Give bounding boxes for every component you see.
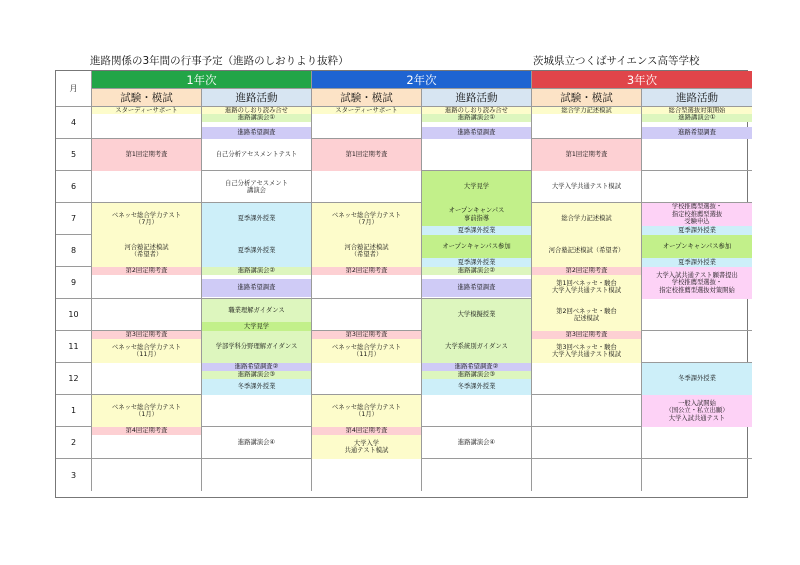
event-text: 進路希望調査② [454,363,499,371]
month-label: 6 [56,171,92,203]
schedule-event [202,279,311,297]
schedule-event [532,267,641,275]
schedule-event [92,331,201,339]
event-text: 冬季課外授業 [678,375,716,383]
schedule-event [202,127,311,139]
schedule-event [312,203,421,235]
event-text: 総合学力記述模試 [561,215,612,223]
event-text: 学校推薦型選抜・ 指定校推薦型選抜 受験申込 [671,203,723,226]
document-title: 進路関係の3年間の行事予定（進路のしおりより抜粋） [90,55,349,67]
schedule-event [532,139,641,171]
schedule-cell [642,299,752,331]
schedule-event [642,395,752,427]
schedule-cell [312,203,422,235]
schedule-cell [312,427,422,459]
month-label: 2 [56,427,92,459]
event-text: ベネッセ総合学力テスト （7月） [331,211,401,226]
schedule-cell [202,235,312,267]
event-text: 冬季課外授業 [237,383,276,391]
schedule-event [202,379,311,395]
schedule-cell [92,299,202,331]
schedule-event [92,395,201,427]
event-text: 進路希望調査 [237,284,276,292]
event-text: 夏季課外授業 [678,226,716,234]
event-text: 第4回定期考査 [345,427,388,435]
schedule-event [202,371,311,379]
schedule-cell [422,139,532,171]
schedule-cell [642,107,752,139]
event-text: 進路希望調査 [457,284,496,292]
event-text: 進路希望調査 [678,129,716,137]
event-text: 進路希望調査 [237,129,276,137]
schedule-event [532,331,641,339]
event-text: 夏季課外授業 [237,215,276,223]
schedule-cell [532,331,642,363]
event-text: 進路講演会③ [457,371,496,379]
schedule-cell [312,171,422,203]
schedule-cell [202,331,312,363]
schedule-event [532,107,641,114]
event-text: ベネッセ総合学力テスト （11月） [111,343,181,358]
schedule-event [422,171,531,203]
event-text: 夏季課外授業 [237,247,276,255]
schedule-cell [422,363,532,395]
schedule-cell [312,459,422,491]
event-text: 冬季課外授業 [457,383,496,391]
schedule-event [422,331,531,363]
month-label: 9 [56,267,92,299]
schedule-cell [422,427,532,459]
schedule-cell [92,171,202,203]
schedule-event [532,203,641,235]
schedule-cell [92,267,202,299]
schedule-event [92,107,201,114]
schedule-cell [312,331,422,363]
schedule-cell [202,299,312,331]
column-header: 進路活動 [422,89,532,107]
schedule-cell [532,459,642,491]
event-text: 夏季課外授業 [457,226,496,234]
schedule-event [202,322,311,331]
event-text: 夏季課外授業 [457,258,496,266]
schedule-cell [312,299,422,331]
schedule-event [422,235,531,258]
column-header: 進路活動 [202,89,312,107]
event-text: 進路講演会① [457,114,496,122]
schedule-cell [642,331,752,363]
schedule-event [92,235,201,267]
event-text: オープンキャンパス 事前指導 [448,207,505,222]
event-text: 大学模擬授業 [457,311,496,319]
event-text: 総合型選抜対策開始 [668,107,726,114]
event-text: 第1回定期考査 [125,151,168,159]
schedule-event [422,363,531,371]
schedule-event [202,203,311,235]
event-text: 第2回定期考査 [565,267,608,275]
event-text: 進路希望調査② [234,363,279,371]
schedule-cell [642,363,752,395]
schedule-cell [312,395,422,427]
event-text: ベネッセ総合学力テスト （1月） [331,403,401,418]
event-text: 大学入学 共通テスト模試 [344,439,389,454]
column-header: 試験・模試 [312,89,422,107]
event-text: 第3回定期考査 [125,331,168,339]
event-text: 河合塾記述模試（希望者） [548,247,625,255]
month-label: 12 [56,363,92,395]
schedule-cell [202,363,312,395]
event-text: 進路希望調査 [457,129,496,137]
schedule-cell [202,171,312,203]
schedule-cell [92,395,202,427]
event-text: 大学入試共通テスト願書提出 学校推薦型選抜・ 指定校推薦型選抜対策開始 [656,271,738,294]
event-text: 進路講演会③ [237,371,276,379]
schedule-event [422,267,531,275]
event-text: 河合塾記述模試 （希望者） [124,243,169,258]
schedule-event [642,258,752,267]
schedule-cell [422,107,532,139]
schedule-event [312,435,421,459]
schedule-event [532,235,641,267]
event-text: 第2回ベネッセ・駿台 記述模試 [556,307,617,322]
event-text: 第4回定期考査 [125,427,168,435]
schedule-cell [312,363,422,395]
schedule-cell [532,395,642,427]
schedule-cell [532,235,642,267]
schedule-cell [92,235,202,267]
schedule-cell [92,363,202,395]
schedule-cell [642,235,752,267]
schedule-event [642,114,752,122]
column-header: 試験・模試 [92,89,202,107]
schedule-cell [422,171,532,203]
schedule-cell [202,427,312,459]
schedule-event [202,331,311,363]
event-text: 進路講演会① [678,114,716,122]
event-text: 進路講演会④ [237,439,276,447]
schedule-cell [312,267,422,299]
schedule-cell [92,459,202,491]
schedule-event [422,299,531,331]
month-label: 10 [56,299,92,331]
schedule-event [642,363,752,395]
schedule-cell [532,363,642,395]
event-text: 進路講演会② [457,267,496,275]
schedule-event [642,203,752,226]
schedule-event [532,339,641,363]
schedule-event [422,107,531,114]
schedule-cell [312,139,422,171]
event-text: 職業理解ガイダンス [228,306,285,314]
schedule-event [312,339,421,363]
schedule-cell [642,395,752,427]
event-text: 進路講演会① [237,114,276,122]
schedule-event [202,267,311,275]
month-label: 11 [56,331,92,363]
schedule-cell [312,235,422,267]
schedule-event [202,235,311,267]
schedule-event [422,371,531,379]
event-text: 自己分析アセスメントテスト [215,151,298,159]
schedule-event [642,127,752,139]
schedule-cell [642,267,752,299]
event-text: ベネッセ総合学力テスト （1月） [111,403,181,418]
month-label: 7 [56,203,92,235]
schedule-event [312,427,421,435]
schedule-cell [202,459,312,491]
schedule-cell [422,267,532,299]
schedule-event [92,339,201,363]
schedule-event [312,267,421,275]
month-label: 1 [56,395,92,427]
event-text: 夏季課外授業 [678,258,716,266]
event-text: 第1回定期考査 [345,151,388,159]
schedule-cell [422,235,532,267]
schedule-event [422,279,531,297]
month-label: 3 [56,459,92,491]
schedule-cell [532,299,642,331]
schedule-event [422,379,531,395]
schedule-event [312,235,421,267]
month-column-header: 月 [56,71,92,107]
schedule-event [92,267,201,275]
schedule-event [422,114,531,122]
schedule-event [422,203,531,226]
schedule-cell [642,203,752,235]
event-text: 総合学力記述模試 [561,107,612,114]
schedule-cell [202,267,312,299]
schedule-event [312,139,421,171]
event-text: 大学系統別ガイダンス [445,343,508,351]
schedule-cell [532,427,642,459]
event-text: 学部学科分野理解ガイダンス [215,343,298,351]
schedule-cell [92,107,202,139]
event-text: 第3回定期考査 [345,331,388,339]
schedule-event [422,258,531,267]
schedule-cell [642,171,752,203]
schedule-event [532,299,641,331]
schedule-event [92,427,201,435]
year-header: 2年次 [312,71,532,89]
month-label: 5 [56,139,92,171]
event-text: 進路のしおり読み合せ [225,107,288,114]
event-text: 大学見学 [463,183,490,191]
event-text: ベネッセ総合学力テスト （11月） [331,343,401,358]
schedule-cell [422,203,532,235]
schedule-event [532,171,641,203]
schedule-cell [532,139,642,171]
school-name: 茨城県立つくばサイエンス高等学校 [533,55,700,67]
event-text: 自己分析アセスメント 講演会 [225,179,288,194]
event-text: 一般入試開始 （国公立・私立出願） 大学入試共通テスト [665,399,729,422]
schedule-cell [422,331,532,363]
event-text: 河合塾記述模試 （希望者） [344,243,389,258]
schedule-event [642,235,752,258]
schedule-table [55,70,748,498]
column-header: 進路活動 [642,89,752,107]
event-text: 第3回定期考査 [565,331,608,339]
schedule-event [312,395,421,427]
schedule-event [642,267,752,299]
schedule-cell [422,299,532,331]
schedule-cell [202,107,312,139]
schedule-event [202,171,311,203]
event-text: ベネッセ総合学力テスト （7月） [111,211,181,226]
event-text: 進路講演会② [237,267,276,275]
schedule-event [532,275,641,299]
schedule-event [202,427,311,459]
schedule-event [202,139,311,171]
schedule-event [92,203,201,235]
schedule-cell [202,203,312,235]
schedule-cell [202,139,312,171]
month-label: 8 [56,235,92,267]
schedule-event [422,226,531,235]
schedule-event [202,114,311,122]
schedule-event [642,226,752,235]
schedule-cell [422,395,532,427]
schedule-cell [92,427,202,459]
schedule-event [422,427,531,459]
event-text: 第1回定期考査 [565,151,608,159]
schedule-event [92,139,201,171]
schedule-cell [422,459,532,491]
event-text: 大学見学 [243,322,270,330]
event-text: 大学入学共通テスト模試 [551,183,621,191]
event-text: 進路のしおり読み合せ [445,107,508,114]
event-text: 進路講演会④ [457,439,496,447]
schedule-cell [92,331,202,363]
schedule-cell [532,267,642,299]
year-header: 1年次 [92,71,312,89]
schedule-cell [532,203,642,235]
schedule-cell [532,171,642,203]
schedule-event [202,363,311,371]
event-text: スターディーサポート [335,107,398,114]
year-header: 3年次 [532,71,752,89]
event-text: 第2回定期考査 [345,267,388,275]
event-text: 第2回定期考査 [125,267,168,275]
schedule-event [312,107,421,114]
schedule-cell [312,107,422,139]
schedule-cell [202,395,312,427]
schedule-cell [92,139,202,171]
schedule-cell [642,139,752,171]
event-text: 第3回ベネッセ・駿台 大学入学共通テスト模試 [551,343,621,358]
schedule-event [202,107,311,114]
schedule-event [202,299,311,322]
schedule-cell [642,427,752,459]
column-header: 試験・模試 [532,89,642,107]
schedule-cell [642,459,752,491]
schedule-cell [92,203,202,235]
event-text: 第1回ベネッセ・駿台 大学入学共通テスト模試 [551,279,621,294]
schedule-event [312,331,421,339]
event-text: オープンキャンパス参加 [662,242,732,250]
schedule-cell [532,107,642,139]
event-text: オープンキャンパス参加 [442,242,511,250]
month-label: 4 [56,107,92,139]
event-text: スターディーサポート [115,107,178,114]
schedule-event [422,127,531,139]
schedule-event [642,107,752,114]
